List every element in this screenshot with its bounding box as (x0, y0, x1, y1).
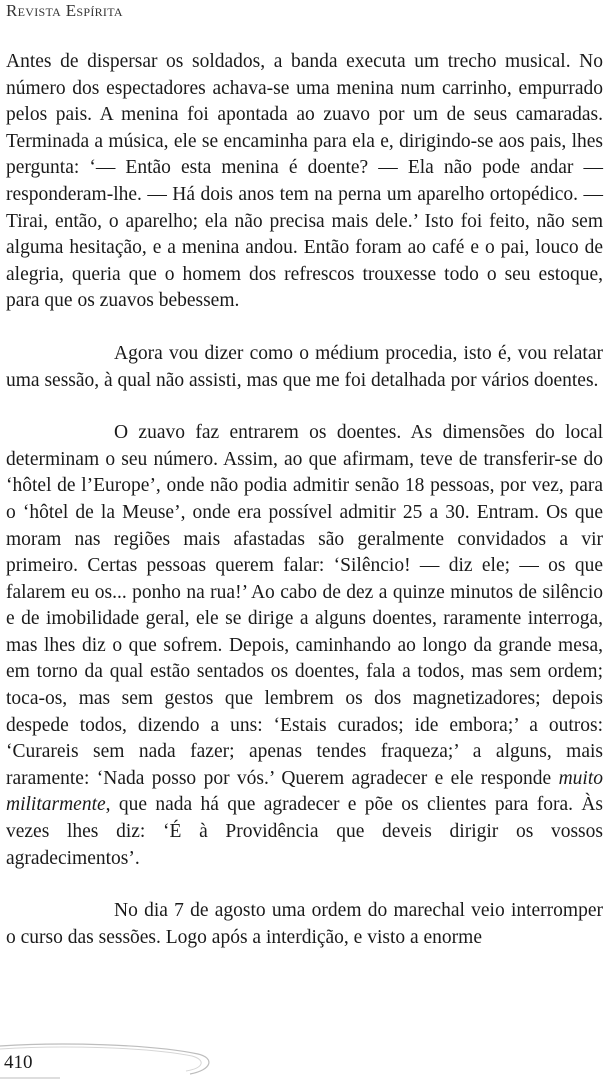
paragraph-4: No dia 7 de agosto uma ordem do marechal veio interromper o curso das sessões. Logo após a interdição, e visto a enorme (6, 900, 603, 948)
paragraph-2: Agora vou dizer como o médium procedia, isto é, vou relatar uma sessão, à qual não assisti, mas que me foi detalhada por vários doentes. (6, 342, 603, 391)
text-block (6, 49, 603, 951)
paragraph-3 (6, 420, 603, 872)
page-footer (0, 1040, 611, 1086)
running-head: Revista Espírita (6, 1, 123, 20)
page-number: 410 (4, 1052, 33, 1073)
paragraph-1: Antes de dispersar os soldados, a banda executa um trecho musical. No número dos espectadores achava-se uma menina num carrinho, empurrado pelos pais. A menina foi apontada ao zuavo por um de seus camaradas. Terminada a música, ele se encaminha para ela e, dirigindo-se aos pais, lhes pergunta: ‘— Então esta menina é doente? — Ela não pode andar — responderam-lhe. — Há dois anos tem na perna um aparelho ortopédico. — Tirai, então, o aparelho; ela não precisa mais dele.’ Isto foi feito, não sem alguma hesitação, e a menina andou. Então foram ao café e o pai, louco de alegria, queria que o homem dos refrescos trouxesse todo o seu estoque, para que os zuavos bebessem. (6, 51, 603, 312)
footer-swoosh-ornament (0, 1040, 611, 1086)
paragraph-3-text-a: O zuavo faz entrarem os doentes. As dimensões do local determinam o seu número. Assim, ao que afirmam, teve de transferir-se do ‘hôtel de l’Europe’, onde não podia admitir senão 18 pessoas, por vez, para o ‘hôtel de la Meuse’, onde era possível admitir 25 a 30. Entram. Os que moram nas regiões mais afastadas são geralmente convidados a vir primeiro. Certas pessoas querem falar: ‘Silêncio! — diz ele; — os que falarem eu os... ponho na rua!’ Ao cabo de dez a quinze minutos de silêncio e de imobilidade geral, ele se dirige a alguns doentes, raramente interroga, mas lhes diz o que sofrem. Depois, caminhando ao longo da grande mesa, em torno da qual estão sentados os doentes, fala a todos, mas sem ordem; toca-os, mas sem gestos que lembrem os dos magnetizadores; depois despede todos, dizendo a uns: ‘Estais curados; ide embora;’ a outros: ‘Curareis sem nada fazer; apenas tendes fraqueza;’ a alguns, mais raramente: ‘Nada posso por vós.’ Querem agradecer e ele responde (6, 422, 603, 789)
paragraph-3-emphasis: muito militarmente (6, 767, 603, 816)
paragraph-3-text-b: , que nada há que agradecer e põe os clientes para fora. Às vezes lhes diz: ‘É à Providência que deveis dirigir os vossos agradecimentos’. (6, 794, 603, 869)
